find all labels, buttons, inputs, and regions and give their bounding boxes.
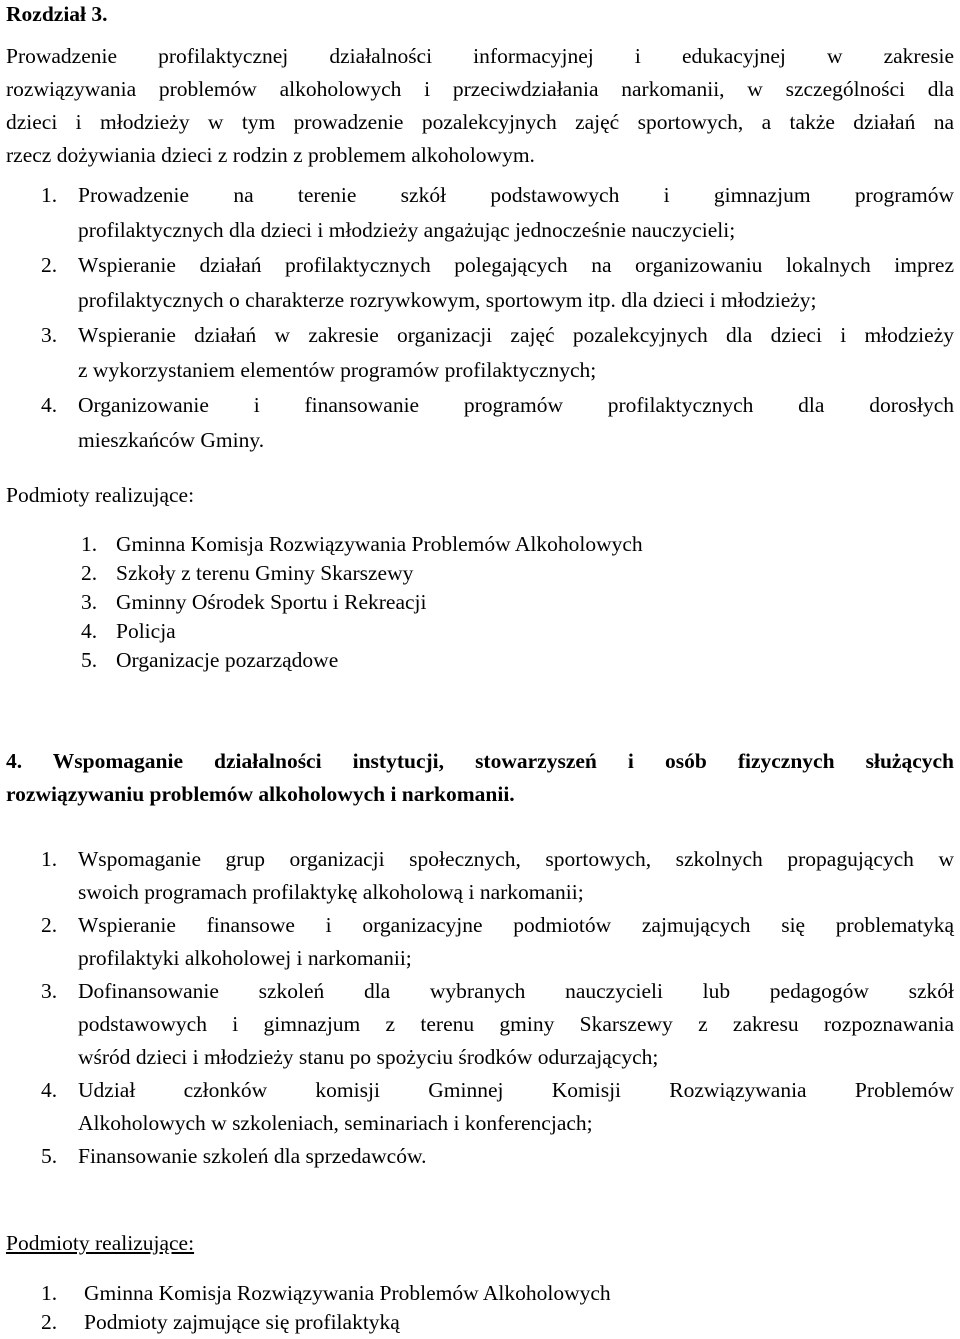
list-item <box>6 975 954 1074</box>
task-list <box>6 178 954 458</box>
section-heading-line: rozwiązywaniu problemów alkoholowych i narkomanii. <box>6 782 515 806</box>
item-number: 4. <box>41 393 58 417</box>
item-text: Gminna Komisja Rozwiązywania Problemów Alkoholowych <box>84 1281 611 1305</box>
item-line: swoich programach profilaktykę alkoholową i narkomanii; <box>78 880 584 904</box>
item-text: Policja <box>116 619 176 643</box>
item-line: Wspieranie działań w zakresie organizacji zajęć pozalekcyjnych dla dzieci i młodzieży <box>78 323 954 347</box>
item-line: Dofinansowanie szkoleń dla wybranych nauczycieli lub pedagogów szkół <box>78 979 954 1003</box>
list-item <box>81 646 643 675</box>
item-number: 2. <box>41 253 58 277</box>
item-text: Organizacje pozarządowe <box>116 648 339 672</box>
item-line: Alkoholowych w szkoleniach, seminariach i konferencjach; <box>78 1111 593 1135</box>
item-text: Szkoły z terenu Gminy Skarszewy <box>116 561 414 585</box>
section-task-list <box>6 843 954 1173</box>
item-number: 1. <box>41 847 58 871</box>
section-heading <box>6 745 954 811</box>
item-number: 5. <box>41 1144 58 1168</box>
item-number: 3. <box>41 323 58 347</box>
item-number: 3. <box>81 590 98 614</box>
intro-line: dzieci i młodzieży w tym prowadzenie pozalekcyjnych zajęć sportowych, a także działań na <box>6 110 954 134</box>
intro-line: rzecz dożywiania dzieci z rodzin z problemem alkoholowym. <box>6 143 535 167</box>
item-line: z wykorzystaniem elementów programów profilaktycznych; <box>78 358 597 382</box>
list-item <box>6 909 954 975</box>
item-line: Wspomaganie grup organizacji społecznych, sportowych, szkolnych propagujących w <box>78 847 954 871</box>
entities-heading: Podmioty realizujące: <box>6 483 195 507</box>
item-text: Gminna Komisja Rozwiązywania Problemów Alkoholowych <box>116 532 643 556</box>
item-line: Udział członków komisji Gminnej Komisji Rozwiązywania Problemów <box>78 1078 954 1102</box>
intro-paragraph <box>6 40 954 172</box>
list-item <box>6 1279 611 1308</box>
item-number: 4. <box>41 1078 58 1102</box>
item-line: Finansowanie szkoleń dla sprzedawców. <box>78 1144 427 1168</box>
list-item <box>81 588 643 617</box>
item-number: 4. <box>81 619 98 643</box>
chapter-title: Rozdział 3. <box>6 2 108 26</box>
item-line: wśród dzieci i młodzieży stanu po spożyciu środków odurzających; <box>78 1045 659 1069</box>
list-item <box>6 248 954 318</box>
list-item <box>6 388 954 458</box>
item-number: 3. <box>41 979 58 1003</box>
item-line: Wspieranie finansowe i organizacyjne podmiotów zajmujących się problematyką <box>78 913 954 937</box>
item-number: 2. <box>41 1310 58 1334</box>
item-line: profilaktyki alkoholowej i narkomanii; <box>78 946 412 970</box>
item-line: mieszkańców Gminy. <box>78 428 265 452</box>
list-item <box>6 1140 954 1173</box>
list-item <box>6 178 954 248</box>
item-line: Prowadzenie na terenie szkół podstawowych i gimnazjum programów <box>78 183 954 207</box>
item-number: 1. <box>41 1281 58 1305</box>
entities-heading: Podmioty realizujące: <box>6 1231 195 1255</box>
item-line: podstawowych i gimnazjum z terenu gminy Skarszewy z zakresu rozpoznawania <box>78 1012 954 1036</box>
list-item <box>81 530 643 559</box>
entities-list <box>81 530 643 675</box>
item-number: 2. <box>81 561 98 585</box>
list-item <box>6 1074 954 1140</box>
item-number: 5. <box>81 648 98 672</box>
intro-line: Prowadzenie profilaktycznej działalności informacyjnej i edukacyjnej w zakresie <box>6 44 954 68</box>
item-number: 2. <box>41 913 58 937</box>
item-text: Gminny Ośrodek Sportu i Rekreacji <box>116 590 427 614</box>
item-line: profilaktycznych o charakterze rozrywkowym, sportowym itp. dla dzieci i młodzieży; <box>78 288 817 312</box>
intro-line: rozwiązywania problemów alkoholowych i przeciwdziałania narkomanii, w szczególności dla <box>6 77 954 101</box>
item-text: Podmioty zajmujące się profilaktyką <box>84 1310 400 1334</box>
list-item <box>81 617 643 646</box>
item-number: 1. <box>81 532 98 556</box>
entities-list <box>6 1279 611 1337</box>
item-line: Organizowanie i finansowanie programów profilaktycznych dla dorosłych <box>78 393 954 417</box>
list-item <box>81 559 643 588</box>
item-line: Wspieranie działań profilaktycznych polegających na organizowaniu lokalnych imprez <box>78 253 954 277</box>
list-item <box>6 1308 611 1337</box>
section-heading-line: 4. Wspomaganie działalności instytucji, stowarzyszeń i osób fizycznych służących <box>6 749 954 773</box>
item-number: 1. <box>41 183 58 207</box>
list-item <box>6 318 954 388</box>
item-line: profilaktycznych dla dzieci i młodzieży angażując jednocześnie nauczycieli; <box>78 218 736 242</box>
list-item <box>6 843 954 909</box>
